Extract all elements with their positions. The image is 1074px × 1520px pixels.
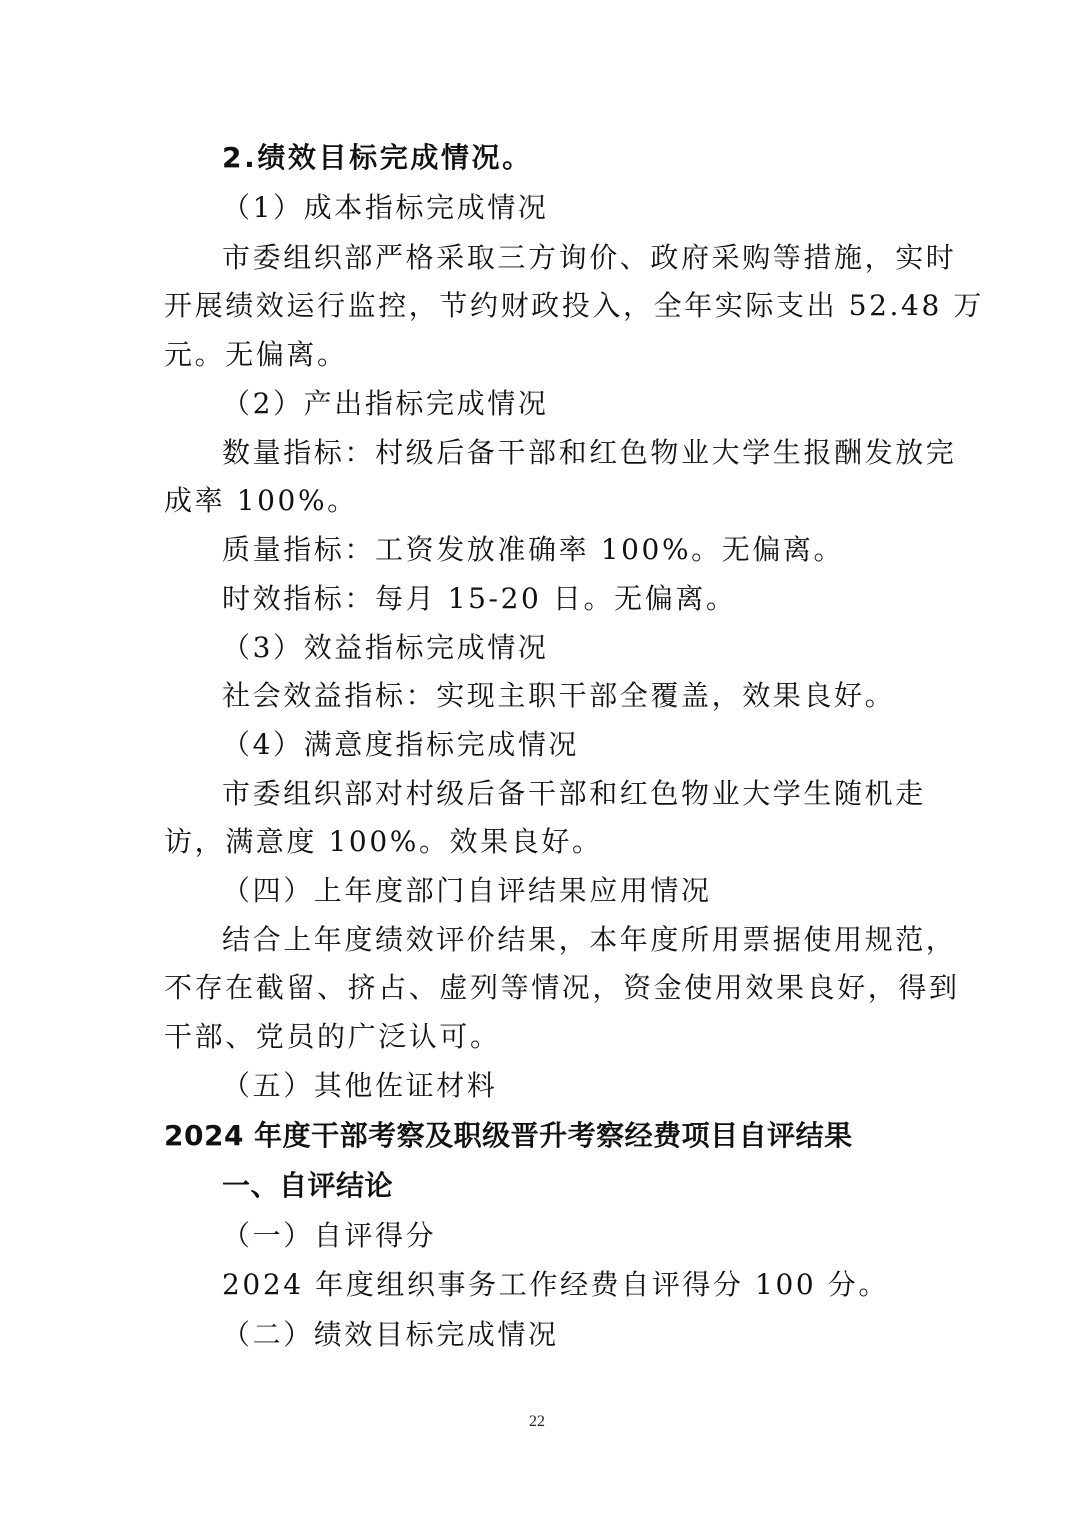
subheading-supporting-materials: （五）其他佐证材料 — [222, 1069, 498, 1102]
heading-self-evaluation-conclusion: 一、自评结论 — [222, 1169, 394, 1202]
paragraph-line: 时效指标：每月 15-20 日。无偏离。 — [222, 582, 737, 615]
paragraph-line: 2024 年度组织事务工作经费自评得分 100 分。 — [222, 1268, 890, 1301]
subheading-cost-indicator: （1）成本指标完成情况 — [222, 191, 549, 224]
subheading-output-indicator: （2）产出指标完成情况 — [222, 387, 549, 420]
paragraph-line: 开展绩效运行监控，节约财政投入，全年实际支出 52.48 万 — [164, 289, 984, 322]
paragraph-line: 不存在截留、挤占、虚列等情况，资金使用效果良好，得到 — [164, 971, 960, 1004]
paragraph-line: 元。无偏离。 — [164, 338, 348, 371]
paragraph-line: 结合上年度绩效评价结果，本年度所用票据使用规范， — [222, 923, 957, 956]
paragraph-line: 访，满意度 100%。效果良好。 — [164, 825, 603, 858]
subheading-goal-completion: （二）绩效目标完成情况 — [222, 1318, 559, 1351]
subheading-previous-year-results: （四）上年度部门自评结果应用情况 — [222, 874, 712, 907]
subheading-satisfaction-indicator: （4）满意度指标完成情况 — [222, 728, 580, 761]
page-number: 22 — [529, 1413, 545, 1430]
paragraph-line: 数量指标：村级后备干部和红色物业大学生报酬发放完 — [222, 436, 957, 469]
paragraph-line: 市委组织部严格采取三方询价、政府采购等措施，实时 — [222, 241, 957, 274]
subheading-self-evaluation-score: （一）自评得分 — [222, 1219, 437, 1252]
subheading-benefit-indicator: （3）效益指标完成情况 — [222, 631, 549, 664]
paragraph-line: 质量指标：工资发放准确率 100%。无偏离。 — [222, 533, 845, 566]
section-title: 2024 年度干部考察及职级晋升考察经费项目自评结果 — [164, 1119, 853, 1152]
heading-performance-goals: 2.绩效目标完成情况。 — [222, 141, 533, 174]
paragraph-line: 社会效益指标：实现主职干部全覆盖，效果良好。 — [222, 679, 896, 712]
paragraph-line: 成率 100%。 — [164, 484, 358, 517]
paragraph-line: 干部、党员的广泛认可。 — [164, 1020, 501, 1053]
paragraph-line: 市委组织部对村级后备干部和红色物业大学生随机走 — [222, 777, 926, 810]
